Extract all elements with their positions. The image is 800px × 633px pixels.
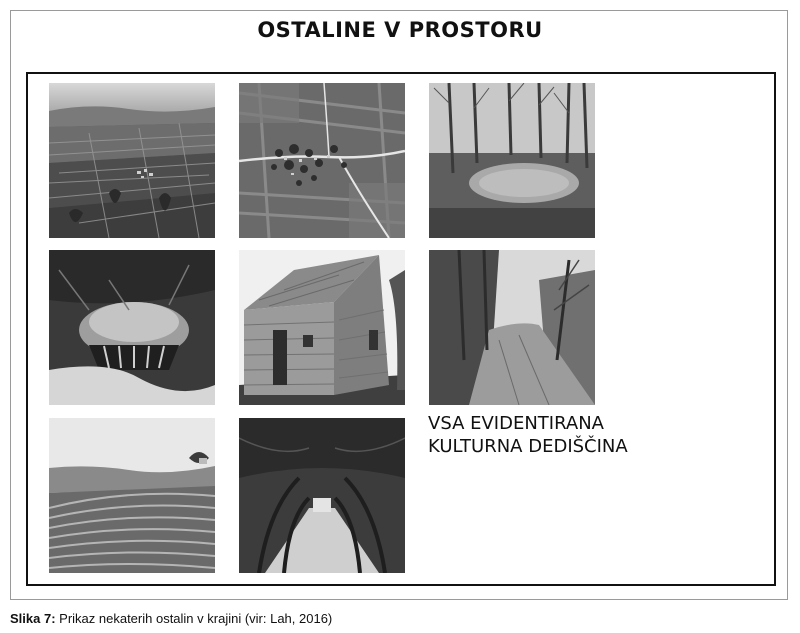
photo-terraced-hills — [49, 418, 215, 573]
figure-caption — [10, 611, 332, 626]
side-label — [428, 412, 628, 458]
photo-forest-path — [429, 250, 595, 405]
photo-forest-pond — [429, 83, 595, 238]
photo-ruin-structure — [49, 250, 215, 405]
photo-aerial-landscape — [49, 83, 215, 238]
side-label-line-2: KULTURNA DEDIŠČINA — [428, 436, 628, 457]
photo-tree-avenue — [239, 418, 405, 573]
photo-stone-house — [239, 250, 405, 405]
caption-label: Slika 7: — [10, 611, 56, 626]
photo-village-aerial — [239, 83, 405, 238]
figure-title: OSTALINE V PROSTORU — [257, 18, 543, 42]
side-label-line-1: VSA EVIDENTIRANA — [428, 413, 604, 434]
caption-text: Prikaz nekaterih ostalin v krajini (vir: Lah, 2016) — [55, 611, 333, 626]
